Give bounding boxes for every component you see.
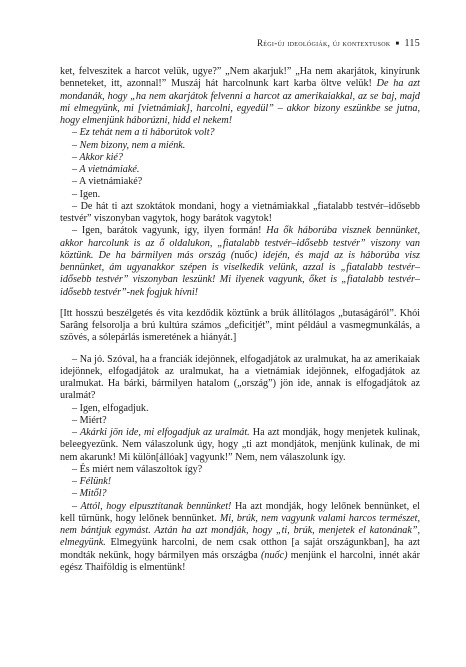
dialogue-line: – Mitől? [72,488,107,500]
text-run: menjünk el harcolni, innét akár egész Thaiföldig is elmentünk! [60,549,420,573]
italic-text-run: De ha azt mondanák, hogy „ha nem akarjátok felvenni a harcot az amerikaiakkal, az se baj, majd mi elmegyünk, mi [vietnámiak], harcolni, egyedül” – akkor bizony eszünkbe se jutna, hogy elmenjünk háborúzni, hidd el nekem! [60,78,420,126]
text-run: Elmegyünk harcolni, de nem csak otthon [a saját országunkban], ha azt mondták nekünk, hogy bármilyen más országba [60,537,420,561]
italic-text-run: ) idején, és majd az is háborúba visz bennünket, ám ugyanakkor szépen is viselkedik velünk, azzal is „fiatalabb testvér–idősebb testvér” viszonyban leszünk! Mi ilyenek vagyunk, őket is „fiatalabb testvér–idősebb testvér”-nek fogjuk hívni! [60,249,421,298]
dialogue-line: – Igen, elfogadjuk. [72,402,149,414]
dialogue-line: – Nem bizony, nem a miénk. [72,139,186,151]
running-header [60,38,420,52]
dialogue-line: – De hát ti azt szoktátok mondani, hogy a vietnámiakkal „fiatalabb testvér–idősebb testvér” viszonyban vagytok, hogy barátok vagytok! [60,200,420,224]
text-run: ket, felveszitek a harcot velük, ugye?” „Nem akarjuk!” „Ha nem akarjátok, kinyírunk benneteket, itt, azonnal!” Muszáj hát harcolnunk kart karba öltve velük! [60,66,420,90]
dialogue-line [60,501,420,575]
dialogue-line: – A vietnámiaké? [72,176,143,188]
text-run: Ha azt mondják, hogy menjetek kulinak, beleegyezünk. Nem válaszolunk úgy, hogy „ti azt mondjátok, menjünk kulinak, de mi nem akarunk! Mi külön[állóak] vagyunk!” Nem, nem válaszolunk így. [60,427,420,463]
italic-text-run: Ha ők háborúba visznek bennünket, akkor harcolunk is az ő oldalukon, „fiatalabb testvér–idősebb testvér” viszony van köztünk. De ha bármilyen más ország ( [60,225,420,261]
dialogue-line: – És miért nem válaszoltok így? [72,463,203,475]
dialogue-line: – Na jó. Szóval, ha a franciák idejönnek, elfogadjátok az uralmukat, ha az amerikaiak idejönnek, elfogadjátok az uralmukat, ha a vietnámiak idejönnek, elfogadjátok az uralmukat. Ha bárki, bármilyen hatalom („ország”) jön ide, annak is elfogadjátok az uralmát? [60,353,420,402]
dialogue-line: – Miért? [72,414,107,426]
dialogue-line: – Akkor kié? [72,151,123,163]
separator-square-icon: ■ [395,41,400,47]
running-title: Régi-új ideológiák, új kontextusok [257,38,391,48]
dialogue-line: – Ez tehát nem a ti háborútok volt? [72,127,215,139]
paragraph [60,66,420,127]
italic-text-run: – Akárki jön ide, mi elfogadjuk az uralmát. [72,427,253,438]
italic-text-run: (nuốc) [261,549,288,561]
text-run: Ha azt mondják, hogy lelőnek bennünket, el kell tűrnünk, hogy lelőnek bennünket. [60,500,420,524]
dialogue-line: – Félünk! [72,476,112,487]
bracketed-note: [Itt hosszú beszélgetés és vita kezdődik köztünk a brúk állítólagos „butaságáról”. Khỏi Sarâng felsorolja a brú kultúra számos „deficitjét”, mint például a vasmegmunkálás, a szövés, a sólepárlás ismeretének a hiányát.] [60,307,420,344]
italic-text-run: Mi, brúk, nem vagyunk valami harcos természet, nem bántjuk egymást. Aztán ha azt mondják, hogy „ti, brúk, menjetek el katonának”, elmegyünk. [60,512,420,549]
dialogue-line: – Igen. [72,188,101,200]
dialogue-line [60,427,420,464]
text-run: nuốc [234,249,254,261]
dialogue-line: – A vietnámiaké. [72,164,140,175]
text-run: – Igen, barátok vagyunk, így, ilyen formán! [72,225,267,237]
page-body [60,66,420,574]
dialogue-line [60,225,420,299]
page-number: 115 [404,38,420,49]
italic-text-run: – Attól, hogy elpusztítanak bennünket! [72,500,235,512]
